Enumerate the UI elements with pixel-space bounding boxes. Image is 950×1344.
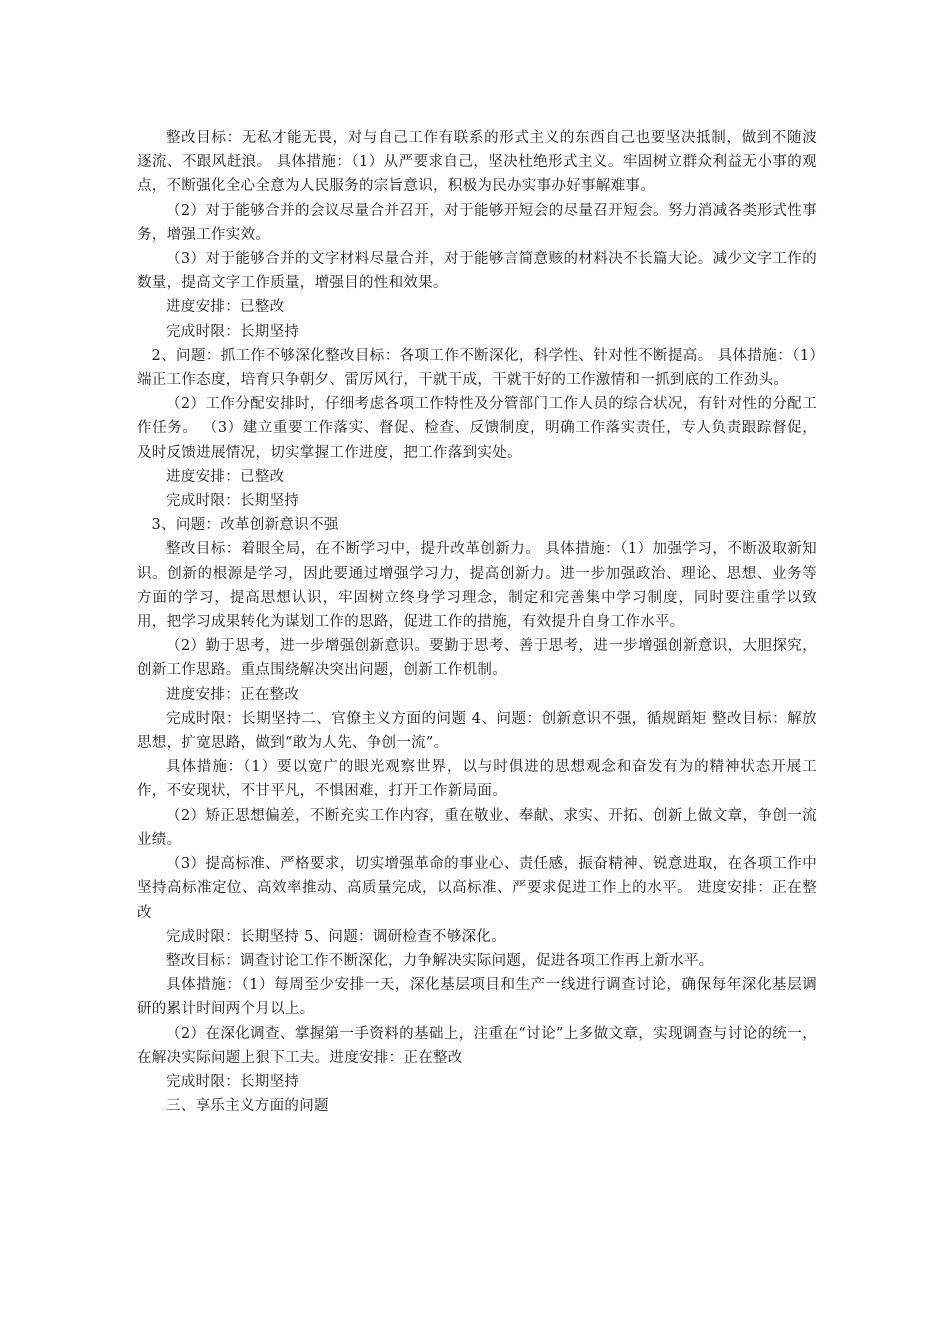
paragraph: （2）勤于思考，进一步增强创新意识。要勤于思考、善于思考，进一步增强创新意识，大胆探究，创新工作思路。重点围绕解决突出问题，创新工作机制。: [137, 638, 817, 679]
paragraph: 整改目标：无私才能无畏，对与自己工作有联系的形式主义的东西自己也要坚决抵制，做到不随波逐流、不跟风赶浪。 具体措施：（1）从严要求自己，坚决杜绝形式主义。牢固树立群众利益无小事的观点，不断强化全心全意为人民服务的宗旨意识，积极为民办实事办好事解难事。: [137, 130, 817, 195]
paragraph: 完成时限：长期坚持: [166, 323, 300, 340]
paragraph: （2）在深化调查、掌握第一手资料的基础上，注重在“讨论”上多做文章，实现调查与讨论的统一，在解决实际问题上狠下工夫。进度安排：正在整改: [137, 1025, 817, 1066]
paragraph: 具体措施：（1）每周至少安排一天，深化基层项目和生产一线进行调查讨论，确保每年深化基层调研的累计时间两个月以上。: [137, 977, 817, 1018]
paragraph: 完成时限：长期坚持: [166, 1073, 300, 1090]
paragraph: （2）对于能够合并的会议尽量合并召开，对于能够开短会的尽量召开短会。努力消减各类形式性事务，增强工作实效。: [137, 202, 817, 243]
paragraph: 完成时限：长期坚持: [166, 493, 300, 510]
paragraph: 整改目标：调查讨论工作不断深化，力争解决实际问题，促进各项工作再上新水平。: [166, 952, 714, 969]
paragraph: 具体措施：（1）要以宽广的眼光观察世界，以与时俱进的思想观念和奋发有为的精神状态开展工作，不安现状，不甘平凡，不惧困难，打开工作新局面。: [137, 759, 817, 800]
document-body: [137, 126, 817, 1118]
paragraph: 3、问题：改革创新意识不强: [151, 517, 339, 534]
paragraph: （2）工作分配安排时，仔细考虑各项工作特性及分管部门工作人员的综合状况，有针对性的分配工作任务。 （3）建立重要工作落实、督促、检查、反馈制度，明确工作落实责任，专人负责跟踪督促，及时反馈进展情况，切实掌握工作进度，把工作落到实处。: [137, 396, 817, 461]
paragraph: 进度安排：正在整改: [166, 686, 300, 703]
paragraph: （3）提高标准、严格要求，切实增强革命的事业心、责任感，振奋精神、锐意进取，在各项工作中坚持高标准定位、高效率推动、高质量完成，以高标准、严要求促进工作上的水平。 进度安排：正在整改: [137, 856, 817, 921]
paragraph: 完成时限：长期坚持二、官僚主义方面的问题 4、问题：创新意识不强，循规蹈矩 整改目标：解放思想，扩宽思路，做到“敢为人先、争创一流”。: [137, 710, 817, 752]
section-heading: 三、享乐主义方面的问题: [166, 1098, 329, 1115]
paragraph: （2）矫正思想偏差，不断充实工作内容，重在敬业、奉献、求实、开拓、创新上做文章，争创一流业绩。: [137, 807, 817, 848]
paragraph: 2、问题：抓工作不够深化整改目标：各项工作不断深化，科学性、针对性不断提高。 具体措施：（1）端正工作态度，培育只争朝夕、雷厉风行，干就干成，干就干好的工作激情和一抓到底的工作劲头。: [137, 347, 817, 389]
paragraph: 进度安排：已整改: [166, 468, 285, 485]
paragraph: 进度安排：已整改: [166, 299, 285, 316]
paragraph: 完成时限：长期坚持 5、问题：调研检查不够深化。: [166, 928, 507, 945]
paragraph: 整改目标：着眼全局，在不断学习中，提升改革创新力。 具体措施：（1）加强学习，不断汲取新知识。创新的根源是学习，因此要通过增强学习力，提高创新力。进一步加强政治、理论、思想、业务等方面的学习，提高思想认识，牢固树立终身学习理念，制定和完善集中学习制度，同时要注重学以致用，把学习成果转化为谋划工作的思路，促进工作的措施，有效提升自身工作水平。: [137, 541, 817, 631]
paragraph: （3）对于能够合并的文字材料尽量合并，对于能够言简意赅的材料决不长篇大论。减少文字工作的数量，提高文字工作质量，增强目的性和效果。: [137, 251, 817, 292]
